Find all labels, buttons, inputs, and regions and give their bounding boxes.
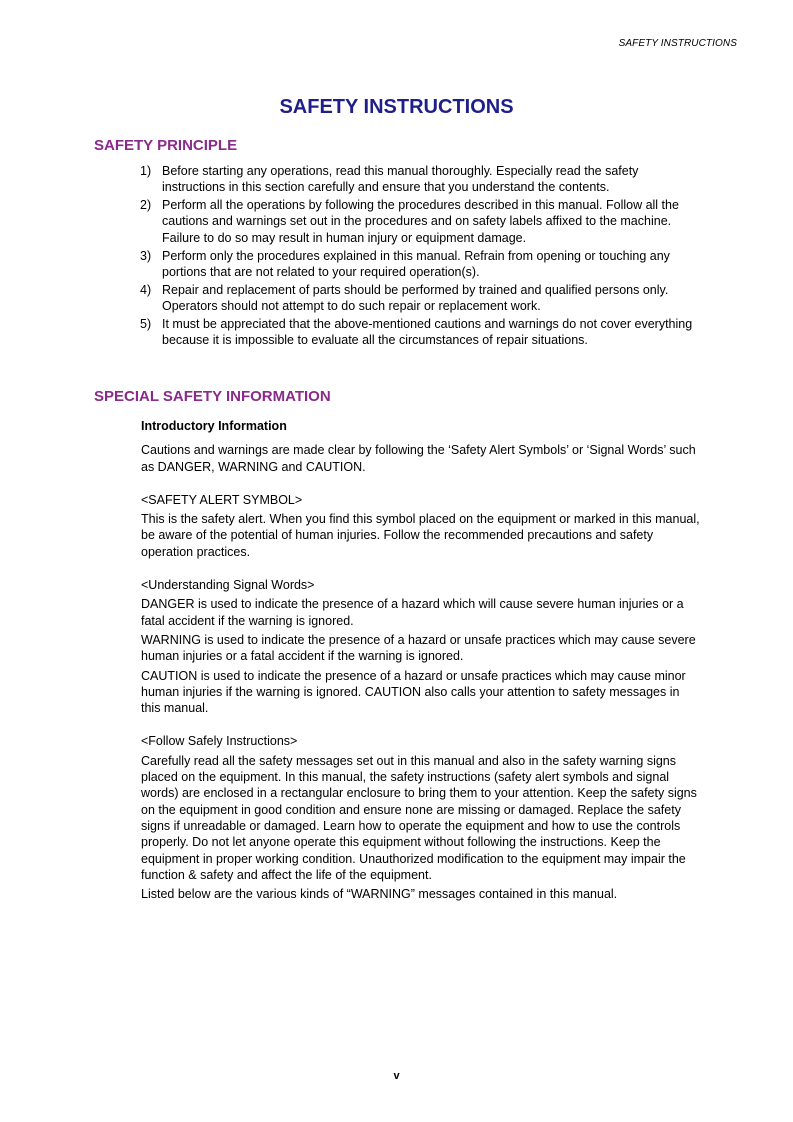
follow-instructions-tag: <Follow Safely Instructions> bbox=[141, 734, 298, 749]
intro-heading: Introductory Information bbox=[141, 419, 287, 433]
list-item-text: Before starting any operations, read this manual thoroughly. Especially read the safety instructions in this section carefully and ensure that you understand the contents. bbox=[162, 164, 639, 195]
list-item bbox=[140, 248, 700, 281]
safety-principle-list bbox=[140, 163, 700, 350]
signal-words-tag: <Understanding Signal Words> bbox=[141, 578, 315, 593]
list-item-text: Perform all the operations by following the procedures described in this manual. Follow all the cautions and warnings set out in the procedures and on safety labels affixed to the machine. Failure to do so may result in human injury or equipment damage. bbox=[162, 198, 679, 245]
alert-symbol-text: This is the safety alert. When you find this symbol placed on the equipment or marked in this manual, be aware of the potential of human injuries. Follow the recommended precautions and safety operation practices. bbox=[141, 512, 700, 559]
section-heading-safety-principle: SAFETY PRINCIPLE bbox=[94, 137, 238, 154]
list-item-number: 2) bbox=[140, 198, 152, 213]
intro-text: Cautions and warnings are made clear by following the ‘Safety Alert Symbols’ or ‘Signal Words’ such as DANGER, WARNING and CAUTION. bbox=[141, 443, 696, 474]
list-item-text: Repair and replacement of parts should be performed by trained and qualified persons only. Operators should not attempt to do such repair or replacement work. bbox=[162, 282, 669, 314]
list-item-number: 1) bbox=[140, 164, 152, 178]
caution-text: CAUTION is used to indicate the presence of a hazard or unsafe practices which may cause minor human injuries if the warning is ignored. CAUTION also calls your attention to safety messages in this manual. bbox=[141, 668, 686, 716]
list-item bbox=[140, 316, 700, 349]
danger-text: DANGER is used to indicate the presence of a hazard which will cause severe human injuries or a fatal accident if the warning is ignored. bbox=[141, 597, 684, 628]
listed-below-text: Listed below are the various kinds of “WARNING” messages contained in this manual. bbox=[141, 887, 618, 902]
list-item-number: 5) bbox=[140, 317, 152, 332]
running-header: SAFETY INSTRUCTIONS bbox=[618, 38, 737, 49]
section-heading-special-safety: SPECIAL SAFETY INFORMATION bbox=[94, 388, 331, 405]
list-item bbox=[140, 163, 700, 196]
list-item-number: 3) bbox=[140, 248, 152, 263]
list-item-number: 4) bbox=[140, 282, 152, 297]
alert-symbol-tag: <SAFETY ALERT SYMBOL> bbox=[141, 492, 303, 507]
list-item bbox=[140, 197, 700, 246]
special-safety-content bbox=[141, 418, 701, 902]
follow-instructions-text: Carefully read all the safety messages set out in this manual and also in the safety warning signs placed on the equipment. In this manual, the safety instructions (safety alert symbols and signal words) are enclosed in a rectangular enclosure to bring them to your attention. Keep the safety signs on the equipment in good condition and ensure none are missing or damaged. Replace the safety signs if unreadable or damaged. Learn how to operate the equipment and how to use the controls properly. Do not let anyone operate this equipment without following the instructions. Keep the equipment in proper working condition. Unauthorized modification to the equipment may impair the function & safety and affect the life of the equipment. bbox=[141, 753, 697, 882]
page-title: SAFETY INSTRUCTIONS bbox=[279, 96, 514, 118]
list-item-text: Perform only the procedures explained in this manual. Refrain from opening or touching any portions that are not related to your required operation(s). bbox=[162, 248, 670, 279]
page-number: v bbox=[393, 1070, 400, 1082]
warning-text: WARNING is used to indicate the presence of a hazard or unsafe practices which may cause severe human injuries or a fatal accident if the warning is ignored. bbox=[141, 632, 696, 664]
list-item-text: It must be appreciated that the above-mentioned cautions and warnings do not cover everything because it is impossible to evaluate all the circumstances of repair situations. bbox=[162, 317, 693, 348]
list-item bbox=[140, 282, 700, 315]
